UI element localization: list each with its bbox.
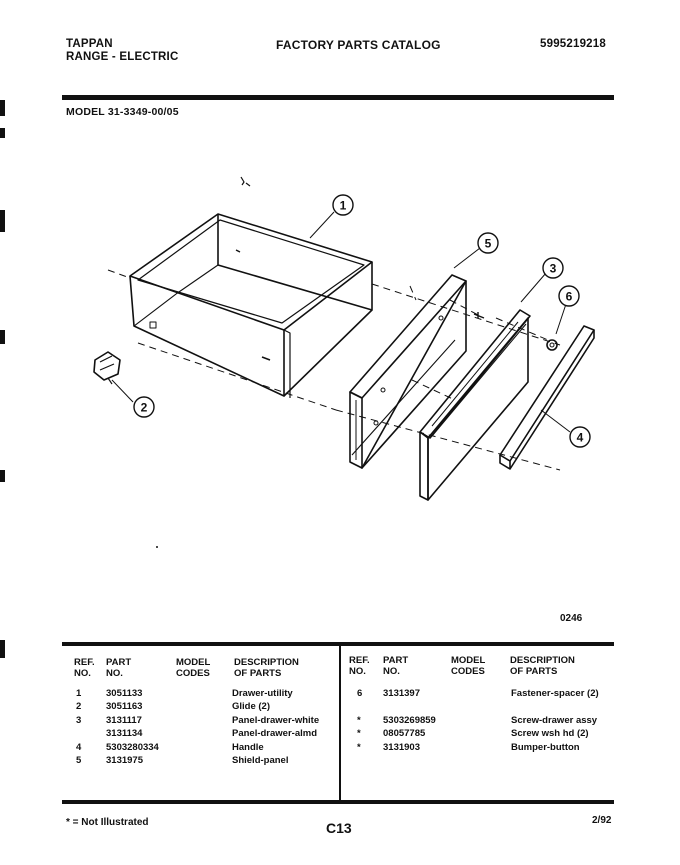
- col-header-ref: REF. NO.: [74, 657, 95, 679]
- col-header-model: MODEL CODES: [451, 655, 486, 677]
- col-header-desc: DESCRIPTION OF PARTS: [234, 657, 299, 679]
- drawer-part: [130, 214, 372, 398]
- page-number: C13: [326, 820, 352, 836]
- callout-1: [333, 195, 353, 215]
- svg-text:5: 5: [484, 236, 492, 251]
- svg-text:1: 1: [339, 198, 347, 213]
- svg-text:2: 2: [140, 400, 148, 415]
- model-number: MODEL 31-3349-00/05: [66, 106, 179, 118]
- drawer-panel-part: [420, 310, 530, 500]
- col-header-part: PART NO.: [383, 655, 409, 677]
- catalog-number: 5995219218: [540, 38, 606, 50]
- fastener-spacer-part: [547, 340, 557, 350]
- glide-part: [94, 352, 120, 384]
- table-divider: [339, 646, 341, 800]
- col-header-model: MODEL CODES: [176, 657, 211, 679]
- callout-5: [478, 233, 498, 253]
- svg-text:6: 6: [565, 289, 573, 304]
- callout-6: [559, 286, 579, 306]
- callout-3: [543, 258, 563, 278]
- callout-4: [570, 427, 590, 447]
- revision-date: 2/92: [592, 815, 612, 826]
- product-type: RANGE - ELECTRIC: [66, 51, 179, 63]
- table-bottom-rule: [62, 800, 614, 804]
- svg-text:3: 3: [549, 261, 557, 276]
- svg-text:4: 4: [576, 430, 584, 445]
- catalog-title: FACTORY PARTS CATALOG: [276, 38, 441, 52]
- callout-2: [134, 397, 154, 417]
- table-top-rule: [62, 642, 614, 646]
- scan-mark: [0, 640, 5, 658]
- brand-name: TAPPAN: [66, 38, 113, 50]
- col-header-part: PART NO.: [106, 657, 132, 679]
- figure-code: 0246: [560, 613, 583, 624]
- footnote: * = Not Illustrated: [66, 817, 149, 828]
- col-header-ref: REF. NO.: [349, 655, 370, 677]
- col-header-desc: DESCRIPTION OF PARTS: [510, 655, 575, 677]
- shield-panel-part: [350, 275, 466, 468]
